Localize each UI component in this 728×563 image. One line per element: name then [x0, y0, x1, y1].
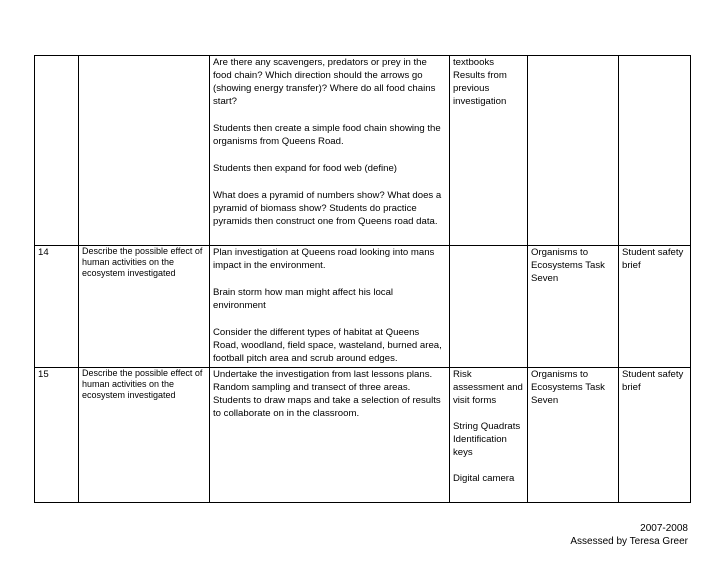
objective-cell [79, 246, 210, 368]
objective-text: Describe the possible effect of human activities on the ecosystem investigated [82, 246, 203, 278]
resources-cell [450, 56, 528, 246]
footer-assessor: Assessed by Teresa Greer [570, 536, 688, 547]
activity-paragraph: Brain storm how man might affect his local environment [213, 287, 394, 311]
scheme-of-work-table [34, 55, 691, 503]
resource-item: Digital camera [453, 473, 515, 484]
table-row [35, 56, 691, 246]
resources-cell [450, 246, 528, 368]
assessment-cell: Organisms to Ecosystems Task Seven [528, 246, 619, 368]
objective-cell [79, 368, 210, 503]
activity-paragraph: Undertake the investigation from last lessons plans. Random sampling and transect of three areas. Students to draw maps and take a selection of results to collaborate on in the classroom. [213, 369, 441, 419]
table-row [35, 368, 691, 503]
lesson-number-cell: 15 [35, 368, 79, 503]
resource-item: textbooks [453, 57, 495, 68]
lesson-number-cell: 14 [35, 246, 79, 368]
activity-paragraph: Students then expand for food web (define) [213, 163, 398, 174]
assessment-cell: Organisms to Ecosystems Task Seven [528, 368, 619, 503]
activity-paragraph: Students then create a simple food chain showing the organisms from Queens Road. [213, 123, 441, 147]
notes-cell: Student safety brief [619, 368, 691, 503]
assessment-cell [528, 56, 619, 246]
activity-paragraph: What does a pyramid of numbers show? What does a pyramid of biomass show? Students do practice pyramids then construct one from Queens road data. [213, 190, 442, 227]
lesson-number-cell [35, 56, 79, 246]
notes-cell [619, 56, 691, 246]
objective-cell [79, 56, 210, 246]
resource-item: String Quadrats Identification keys [453, 421, 521, 458]
activity-paragraph: Plan investigation at Queens road looking into mans impact in the environment. [213, 247, 435, 271]
footer-year: 2007-2008 [640, 523, 688, 534]
page-footer [570, 522, 688, 548]
activity-paragraph: Are there any scavengers, predators or prey in the food chain? Which direction should the arrows go (showing energy transfer)? Where do all food chains start? [213, 57, 436, 107]
resource-item: Results from previous investigation [453, 70, 507, 107]
notes-cell: Student safety brief [619, 246, 691, 368]
resource-item: Risk assessment and visit forms [453, 369, 523, 406]
resources-cell [450, 368, 528, 503]
activities-cell [210, 368, 450, 503]
objective-text: Describe the possible effect of human activities on the ecosystem investigated [82, 368, 203, 400]
table-row [35, 246, 691, 368]
activities-cell [210, 56, 450, 246]
activity-paragraph: Consider the different types of habitat at Queens Road, woodland, field space, wasteland, burned area, football pitch area and scrub around edges. [213, 327, 442, 364]
activities-cell [210, 246, 450, 368]
